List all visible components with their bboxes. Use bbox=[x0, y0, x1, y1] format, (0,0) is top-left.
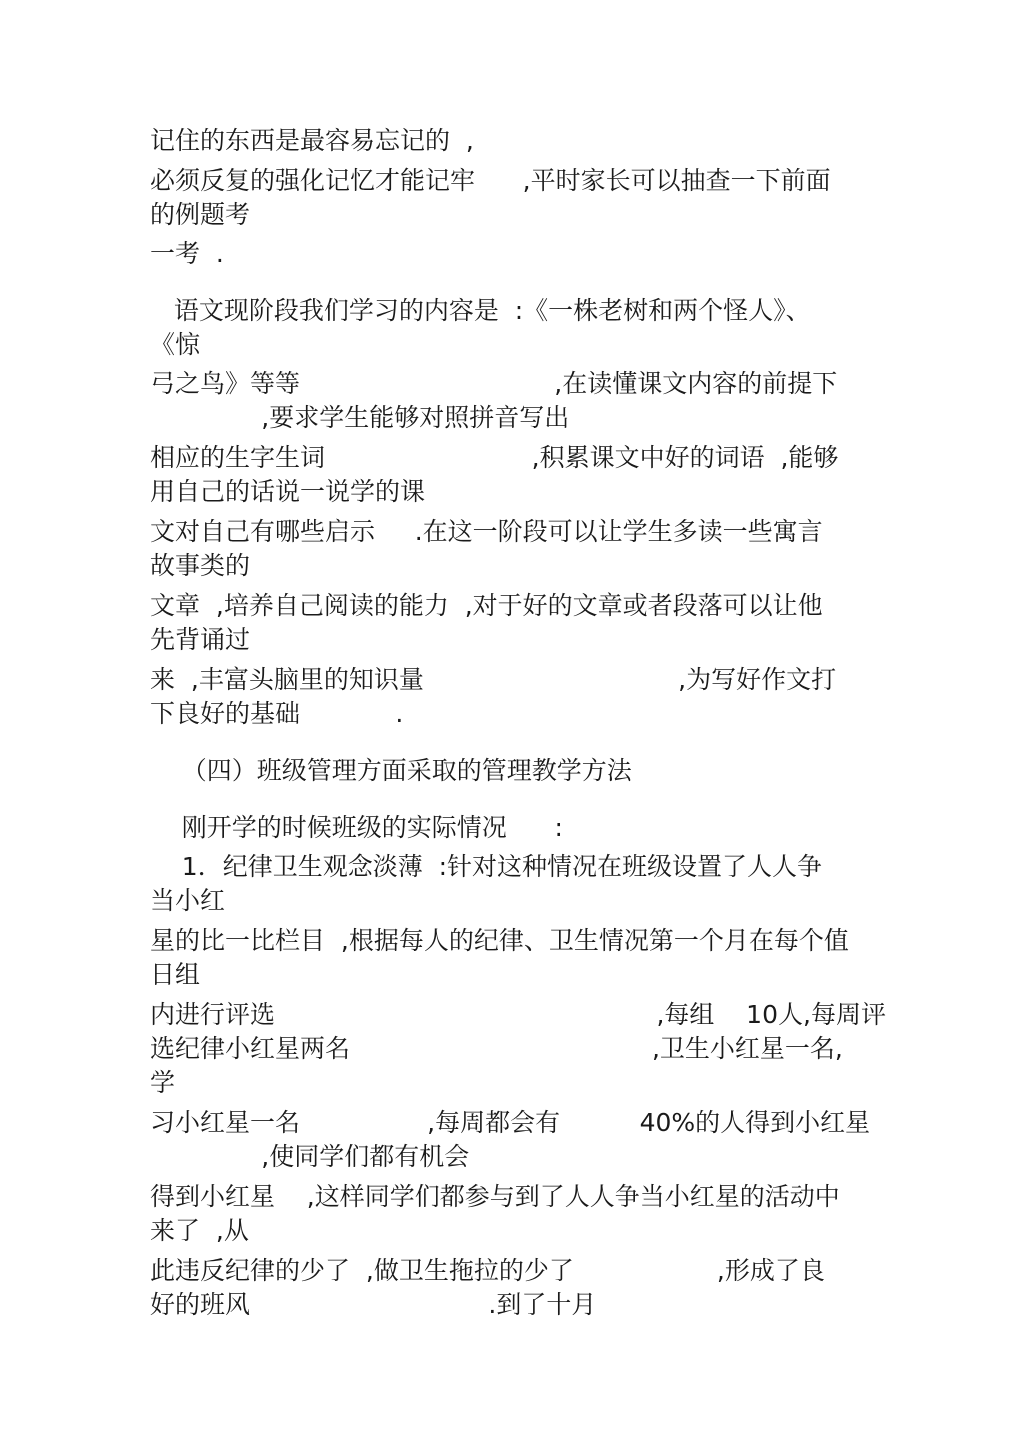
text-line: ,使同学们都有机会 bbox=[150, 1142, 470, 1171]
text-line: 相应的生字生词 ,积累课文中好的词语 ,能够 bbox=[150, 443, 839, 472]
text-line: 来了 ,从 bbox=[150, 1216, 249, 1245]
text-line: 日组 bbox=[150, 960, 201, 989]
text-line: 必须反复的强化记忆才能记牢 ,平时家长可以抽查一下前面 bbox=[150, 166, 831, 195]
text-line: 好的班风 .到了十月 bbox=[150, 1290, 597, 1319]
text-line: 下良好的基础 . bbox=[150, 699, 404, 728]
text-line: 得到小红星 ,这样同学们都参与到了人人争当小红星的活动中 bbox=[150, 1182, 840, 1211]
text-line: ,要求学生能够对照拼音写出 bbox=[150, 403, 570, 432]
text-line: 《惊 bbox=[150, 330, 201, 359]
text-line: 记住的东西是最容易忘记的 , bbox=[150, 126, 474, 155]
text-line: 语文现阶段我们学习的内容是 :《一株老树和两个怪人》、 bbox=[150, 296, 811, 325]
text-line: 刚开学的时候班级的实际情况 : bbox=[150, 813, 563, 842]
text-line: 内进行评选 ,每组 10人,每周评 bbox=[150, 1000, 886, 1029]
text-line: 先背诵过 bbox=[150, 625, 251, 654]
text-line: 故事类的 bbox=[150, 551, 251, 580]
section-heading: （四）班级管理方面采取的管理教学方法 bbox=[150, 756, 632, 785]
text-line: 习小红星一名 ,每周都会有 40%的人得到小红星 bbox=[150, 1108, 871, 1137]
text-line: 的例题考 bbox=[150, 200, 251, 229]
text-line: 一考 . bbox=[150, 239, 224, 268]
text-line: 来 ,丰富头脑里的知识量 ,为写好作文打 bbox=[150, 665, 837, 694]
text-line: 此违反纪律的少了 ,做卫生拖拉的少了 ,形成了良 bbox=[150, 1256, 825, 1285]
text-line: 用自己的话说一说学的课 bbox=[150, 477, 426, 506]
text-line: 当小红 bbox=[150, 886, 226, 915]
text-line: 文对自己有哪些启示 .在这一阶段可以让学生多读一些寓言 bbox=[150, 517, 823, 546]
text-line: 1．纪律卫生观念淡薄 :针对这种情况在班级设置了人人争 bbox=[150, 852, 823, 881]
text-line: 弓之鸟》等等 ,在读懂课文内容的前提下 bbox=[150, 369, 838, 398]
text-line: 学 bbox=[150, 1068, 176, 1097]
text-line: 星的比一比栏目 ,根据每人的纪律、卫生情况第一个月在每个值 bbox=[150, 926, 849, 955]
text-line: 选纪律小红星两名 ,卫生小红星一名, bbox=[150, 1034, 843, 1063]
text-line: 文章 ,培养自己阅读的能力 ,对于好的文章或者段落可以让他 bbox=[150, 591, 823, 620]
